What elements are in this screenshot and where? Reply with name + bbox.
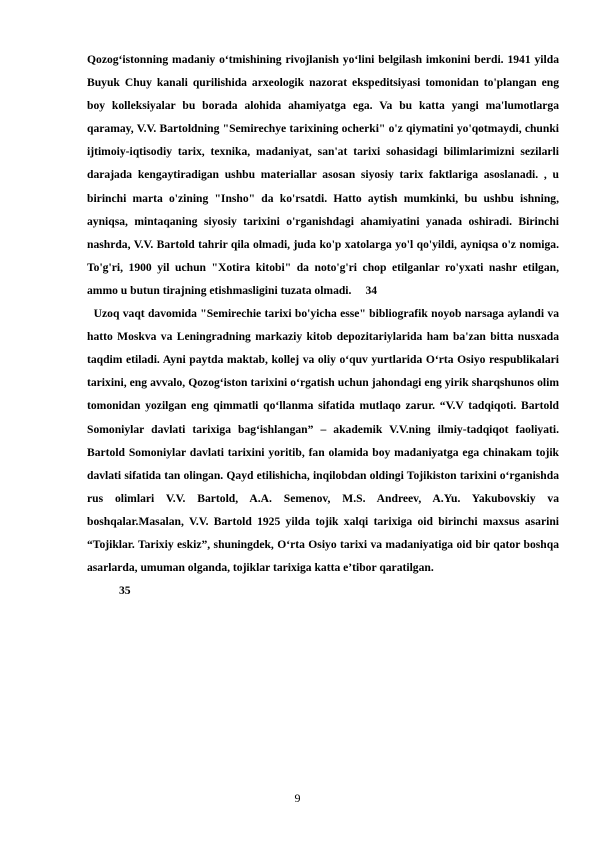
paragraph-1-text: Qozog‘istonning madaniy o‘tmishining rivojlanish yo‘lini belgilash imkonini berdi. 1941 yilda Buyuk Chuy kanali qurilishida arxeologik nazorat ekspeditsiyasi tomonidan to'plangan eng boy kolleksiyalar bu borada alohida ahamiyatga ega. Va bu katta yangi ma'lumotlarga qaramay, V.V. Bartoldning "Semirechye tarixining ocherki" o'z qiymatini yo'qotmaydi, chunki ijtimoiy-iqtisodiy tarix, texnika, madaniyat, san'at tarixi sohasidagi bilimlarimizni sezilarli darajada kengaytiradigan ushbu materiallar asosan siyosiy tarix faktlariga asoslanadi. , u birinchi marta o'zining "Insho" da ko'rsatdi. Hatto aytish mumkinki, bu ushbu ishning, ayniqsa, mintaqaning siyosiy tarixini o'rganishdagi ahamiyatini yanada oshiradi. Birinchi nashrda, V.V. Bartold tahrir qila olmadi, juda ko'p xatolarga yo'l qo'yildi, ayniqsa o'z nomiga. To'g'ri, 1900 yil uchun "Xotira kitobi" da noto'g'ri chop etilganlar ro'yxati nashr etilgan, ammo u butun tirajning etishmasligini tuzata olmadi. — [87, 53, 559, 297]
paragraph-2 — [87, 302, 559, 602]
page-number: 9 — [294, 791, 301, 805]
footnote-reference-34: 34 — [365, 283, 378, 297]
footnote-reference-35: 35 — [119, 584, 131, 598]
document-body — [87, 48, 559, 602]
paragraph-1 — [87, 48, 559, 302]
paragraph-2-text: Uzoq vaqt davomida "Semirechie tarixi bo'yicha esse" bibliografik noyob narsaga aylandi va hatto Moskva va Leningradning markaziy kitob depozitariylarida ham ba'zan bitta nusxada taqdim etiladi. Ayni paytda maktab, kollej va oliy o‘quv yurtlarida O‘rta Osiyo respublikalari tarixini, eng avvalo, Qozog‘iston tarixini o‘rgatish uchun jahondagi eng yirik sharqshunos olim tomonidan yozilgan eng qimmatli qo‘llanma sifatida mutlaqo zarur. “V.V tadqiqoti. Bartold Somoniylar davlati tarixiga bag‘ishlangan” – akademik V.V.ning ilmiy-tadqiqot faoliyati. Bartold Somoniylar davlati tarixini yoritib, fan olamida boy madaniyatga ega chinakam tojik davlati sifatida tan olingan. Qayd etilishicha, inqilobdan oldingi Tojikiston tarixini o‘rganishda rus olimlari V.V. Bartold, A.A. Semenov, M.S. Andreev, A.Yu. Yakubovskiy va boshqalar.Masalan, V.V. Bartold 1925 yilda tojik xalqi tarixiga oid birinchi maxsus asarini “Tojiklar. Tarixiy eskiz”, shuningdek, O‘rta Osiyo tarixi va madaniyatiga oid bir qator boshqa asarlarda, umuman olganda, tojiklar tarixiga katta e’tibor qaratilgan. — [87, 307, 559, 575]
